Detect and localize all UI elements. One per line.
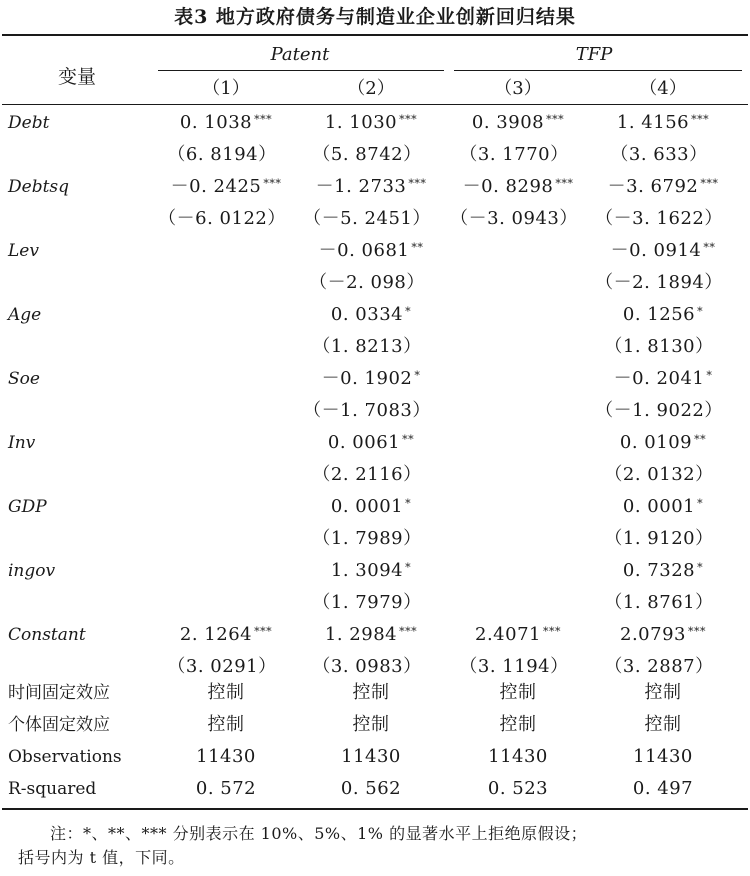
footer-cell: 控制 bbox=[207, 714, 245, 735]
t-stat-cell: （－1. 9022） bbox=[595, 400, 723, 421]
t-stat-cell: （－3. 0943） bbox=[450, 208, 578, 229]
coef-cell bbox=[614, 368, 713, 390]
significance-stars: *** bbox=[263, 177, 282, 190]
footer-cell: 11430 bbox=[488, 746, 548, 767]
significance-stars: *** bbox=[254, 625, 273, 638]
coef-cell bbox=[620, 432, 706, 454]
t-stat-cell: （－2. 098） bbox=[309, 272, 425, 293]
t-stat-cell: （1. 7979） bbox=[312, 592, 422, 613]
coef-cell bbox=[322, 368, 421, 390]
coef-cell bbox=[331, 496, 411, 518]
significance-stars: * bbox=[405, 305, 412, 318]
t-stat-cell: （－5. 2451） bbox=[303, 208, 431, 229]
coef-cell bbox=[623, 304, 703, 326]
coef-value: 2.4071 bbox=[475, 624, 541, 645]
significance-stars: * bbox=[697, 561, 704, 574]
patent-underline bbox=[158, 70, 444, 71]
tfp-underline bbox=[454, 70, 742, 71]
t-stat-cell: （5. 8742） bbox=[312, 144, 422, 165]
t-stat-cell: （－6. 0122） bbox=[158, 208, 286, 229]
footer-cell: 11430 bbox=[341, 746, 401, 767]
coef-value: 2. 1264 bbox=[179, 624, 253, 645]
coef-cell bbox=[623, 496, 703, 518]
footer-row-label: Observations bbox=[8, 747, 122, 767]
significance-stars: *** bbox=[408, 177, 427, 190]
coef-cell bbox=[623, 560, 703, 582]
note-line-1: 注：*、**、*** 分别表示在 10%、5%、1% 的显著水平上拒绝原假设； bbox=[50, 824, 588, 843]
coef-value: 0. 3908 bbox=[471, 112, 545, 133]
coef-value: －1. 2733 bbox=[315, 176, 407, 197]
footer-row-label: R-squared bbox=[8, 779, 97, 799]
coef-cell bbox=[620, 624, 706, 646]
significance-stars: ** bbox=[402, 433, 415, 446]
significance-stars: *** bbox=[700, 177, 719, 190]
t-stat-cell: （1. 8213） bbox=[312, 336, 422, 357]
coef-value: 0. 7328 bbox=[622, 560, 696, 581]
significance-stars: * bbox=[405, 561, 412, 574]
coef-cell bbox=[608, 176, 719, 198]
footer-cell: 0. 523 bbox=[487, 778, 549, 799]
significance-stars: * bbox=[706, 369, 713, 382]
coef-value: 0. 1256 bbox=[622, 304, 696, 325]
coef-cell bbox=[325, 112, 417, 134]
top-rule bbox=[2, 34, 748, 36]
coef-value: 0. 0001 bbox=[330, 496, 404, 517]
coef-cell bbox=[319, 240, 424, 262]
coef-value: －0. 8298 bbox=[462, 176, 554, 197]
t-stat-cell: （3. 633） bbox=[610, 144, 708, 165]
footer-cell: 11430 bbox=[196, 746, 256, 767]
coef-value: 2.0793 bbox=[620, 624, 686, 645]
t-stat-cell: （3. 1770） bbox=[459, 144, 569, 165]
coef-cell bbox=[475, 624, 561, 646]
col-header-4: （4） bbox=[639, 78, 687, 99]
coef-cell bbox=[171, 176, 282, 198]
row-label: Age bbox=[8, 305, 42, 325]
significance-stars: * bbox=[405, 497, 412, 510]
significance-stars: *** bbox=[546, 113, 565, 126]
coef-cell bbox=[180, 624, 272, 646]
group-header-tfp: TFP bbox=[575, 44, 613, 65]
header-rule bbox=[2, 104, 748, 105]
coef-value: 0. 0334 bbox=[330, 304, 404, 325]
footer-row-label: 时间固定效应 bbox=[8, 683, 110, 703]
col-header-1: （1） bbox=[202, 78, 250, 99]
t-stat-cell: （－3. 1622） bbox=[595, 208, 723, 229]
significance-stars: *** bbox=[691, 113, 710, 126]
col-header-3: （3） bbox=[494, 78, 542, 99]
coef-value: 1. 4156 bbox=[616, 112, 690, 133]
footer-cell: 控制 bbox=[352, 682, 390, 703]
table-title: 表3 地方政府债务与制造业企业创新回归结果 bbox=[174, 6, 576, 28]
coef-value: 1. 3094 bbox=[330, 560, 404, 581]
row-label: Constant bbox=[8, 625, 86, 645]
t-stat-cell: （1. 7989） bbox=[312, 528, 422, 549]
note-line-2: 括号内为 t 值，下同。 bbox=[18, 848, 185, 867]
t-stat-cell: （1. 8130） bbox=[604, 336, 714, 357]
t-stat-cell: （3. 2887） bbox=[604, 656, 714, 677]
t-stat-cell: （1. 8761） bbox=[604, 592, 714, 613]
coef-cell bbox=[463, 176, 574, 198]
coef-cell bbox=[325, 624, 417, 646]
col-header-2: （2） bbox=[347, 78, 395, 99]
coef-value: －3. 6792 bbox=[607, 176, 699, 197]
variable-header: 变量 bbox=[58, 66, 97, 88]
t-stat-cell: （3. 1194） bbox=[459, 656, 569, 677]
significance-stars: *** bbox=[399, 625, 418, 638]
significance-stars: *** bbox=[542, 625, 561, 638]
coef-cell bbox=[617, 112, 709, 134]
coef-value: 0. 0061 bbox=[327, 432, 401, 453]
coef-cell bbox=[331, 560, 411, 582]
coef-value: 0. 0001 bbox=[622, 496, 696, 517]
coef-value: 1. 2984 bbox=[324, 624, 398, 645]
t-stat-cell: （－1. 7083） bbox=[303, 400, 431, 421]
group-header-patent: Patent bbox=[270, 44, 330, 65]
significance-stars: ** bbox=[411, 241, 424, 254]
significance-stars: * bbox=[697, 305, 704, 318]
coef-value: 0. 0109 bbox=[619, 432, 693, 453]
footer-cell: 控制 bbox=[644, 682, 682, 703]
coef-cell bbox=[180, 112, 272, 134]
footer-row-label: 个体固定效应 bbox=[8, 715, 110, 735]
t-stat-cell: （－2. 1894） bbox=[595, 272, 723, 293]
coef-cell bbox=[316, 176, 427, 198]
row-label: Debt bbox=[8, 113, 50, 133]
coef-value: －0. 0681 bbox=[318, 240, 410, 261]
t-stat-cell: （2. 2116） bbox=[312, 464, 422, 485]
significance-stars: * bbox=[697, 497, 704, 510]
t-stat-cell: （1. 9120） bbox=[604, 528, 714, 549]
row-label: Inv bbox=[8, 433, 36, 453]
t-stat-cell: （3. 0983） bbox=[312, 656, 422, 677]
significance-stars: *** bbox=[555, 177, 574, 190]
table-note bbox=[18, 822, 738, 870]
footer-cell: 0. 562 bbox=[340, 778, 402, 799]
significance-stars: ** bbox=[694, 433, 707, 446]
bottom-rule bbox=[2, 808, 748, 810]
significance-stars: * bbox=[414, 369, 421, 382]
row-label: Soe bbox=[8, 369, 40, 389]
coef-value: 1. 1030 bbox=[324, 112, 398, 133]
footer-cell: 控制 bbox=[499, 714, 537, 735]
significance-stars: ** bbox=[703, 241, 716, 254]
footer-cell: 0. 497 bbox=[632, 778, 694, 799]
t-stat-cell: （6. 8194） bbox=[167, 144, 277, 165]
coef-cell bbox=[472, 112, 564, 134]
significance-stars: *** bbox=[687, 625, 706, 638]
footer-cell: 控制 bbox=[499, 682, 537, 703]
coef-cell bbox=[328, 432, 414, 454]
t-stat-cell: （2. 0132） bbox=[604, 464, 714, 485]
row-label: Debtsq bbox=[8, 177, 70, 197]
footer-cell: 11430 bbox=[633, 746, 693, 767]
coef-cell bbox=[611, 240, 716, 262]
footer-cell: 控制 bbox=[352, 714, 390, 735]
footer-cell: 控制 bbox=[207, 682, 245, 703]
t-stat-cell: （3. 0291） bbox=[167, 656, 277, 677]
significance-stars: *** bbox=[254, 113, 273, 126]
coef-value: －0. 2041 bbox=[613, 368, 705, 389]
row-label: ingov bbox=[8, 561, 56, 581]
coef-value: －0. 2425 bbox=[170, 176, 262, 197]
row-label: Lev bbox=[8, 241, 39, 261]
significance-stars: *** bbox=[399, 113, 418, 126]
coef-value: －0. 0914 bbox=[610, 240, 702, 261]
footer-cell: 0. 572 bbox=[195, 778, 257, 799]
row-label: GDP bbox=[8, 497, 47, 517]
coef-cell bbox=[331, 304, 411, 326]
footer-cell: 控制 bbox=[644, 714, 682, 735]
coef-value: 0. 1038 bbox=[179, 112, 253, 133]
coef-value: －0. 1902 bbox=[321, 368, 413, 389]
